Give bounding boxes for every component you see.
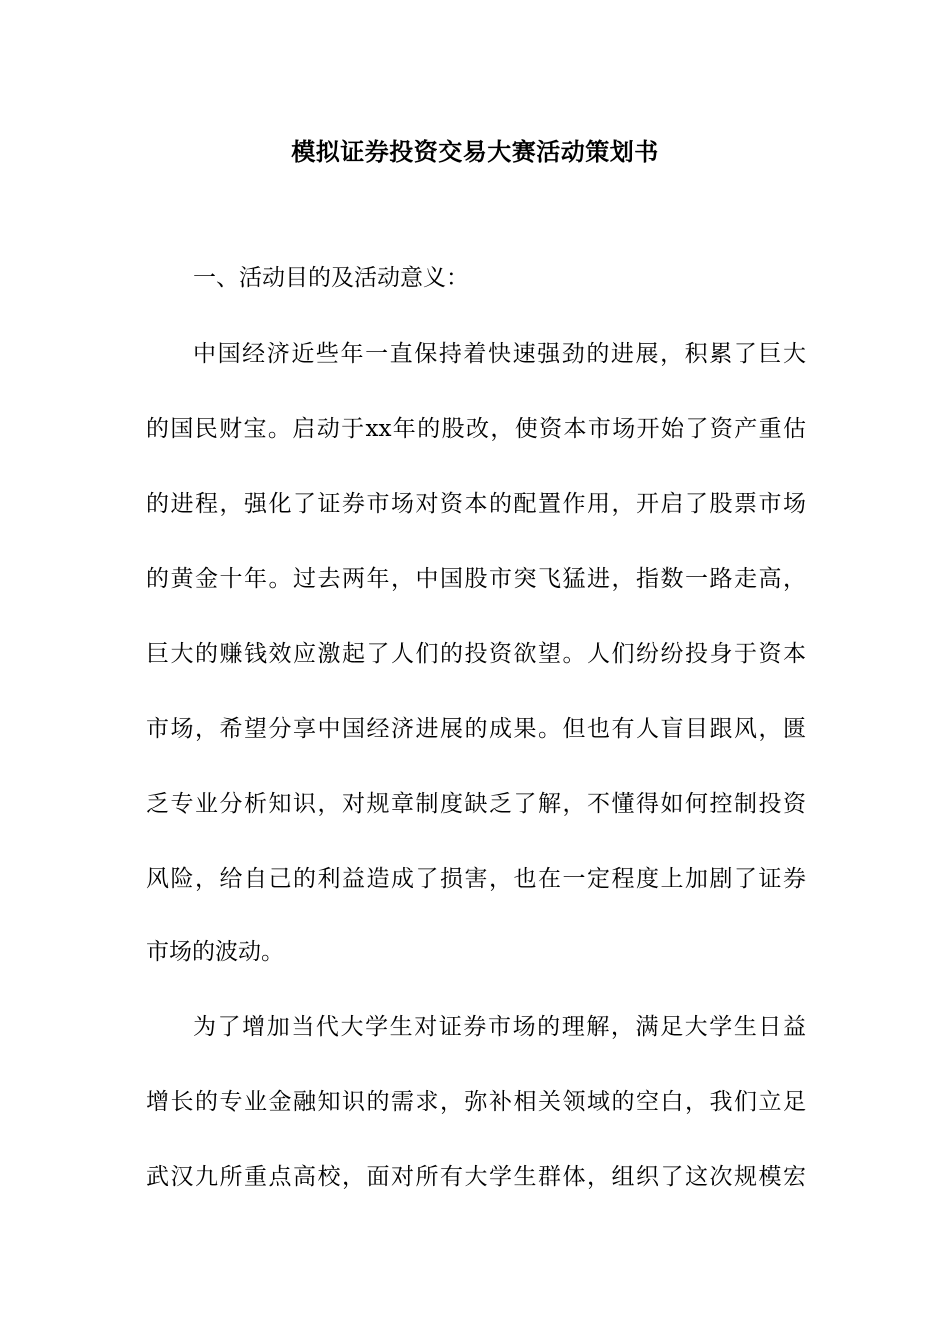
paragraph-line: 的国民财宝。启动于xx年的股改，使资本市场开始了资产重估	[146, 416, 806, 442]
paragraph-line: 市场的波动。	[146, 939, 284, 965]
paragraph-line: 为了增加当代大学生对证券市场的理解，满足大学生日益	[193, 1014, 806, 1040]
paragraph-line: 市场，希望分享中国经济进展的成果。但也有人盲目跟风，匮	[146, 716, 806, 742]
paragraph-line: 武汉九所重点高校，面对所有大学生群体，组织了这次规模宏	[146, 1164, 806, 1190]
paragraph-line: 的进程，强化了证券市场对资本的配置作用，开启了股票市场	[146, 491, 806, 517]
paragraph-line: 乏专业分析知识，对规章制度缺乏了解，不懂得如何控制投资	[146, 791, 806, 817]
section-heading: 一、活动目的及活动意义：	[193, 265, 469, 291]
paragraph-line: 风险，给自己的利益造成了损害，也在一定程度上加剧了证券	[146, 866, 806, 892]
document-title: 模拟证券投资交易大赛活动策划书	[291, 137, 659, 166]
paragraph-line: 中国经济近些年一直保持着快速强劲的进展，积累了巨大	[193, 341, 806, 367]
paragraph-line: 的黄金十年。过去两年，中国股市突飞猛进，指数一路走高，	[146, 566, 806, 592]
paragraph-line: 巨大的赚钱效应激起了人们的投资欲望。人们纷纷投身于资本	[146, 641, 806, 667]
paragraph-line: 增长的专业金融知识的需求，弥补相关领域的空白，我们立足	[146, 1089, 806, 1115]
